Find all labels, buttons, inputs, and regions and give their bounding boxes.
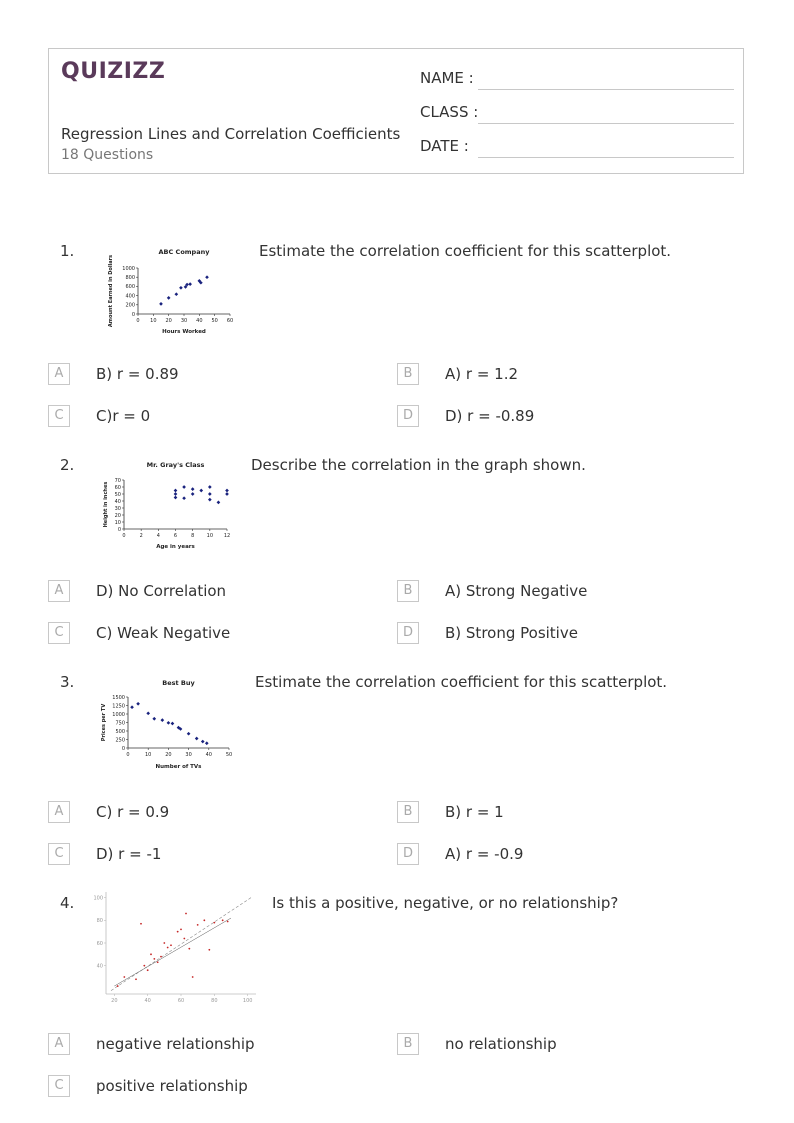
data-point [143, 965, 145, 967]
q4-option-a-box[interactable]: A [48, 1033, 70, 1055]
x-tick-label: 0 [136, 318, 140, 324]
scatter-chart-abc-company [96, 242, 246, 338]
q3-option-b-box[interactable]: B [397, 801, 419, 823]
question-4-chart [92, 886, 260, 1006]
data-point [171, 722, 175, 726]
q3-option-c-box[interactable]: C [48, 843, 70, 865]
q1-option-b-text[interactable]: A) r = 1.2 [445, 365, 519, 383]
y-tick-label: 200 [125, 302, 135, 309]
chart-title: Mr. Gray's Class [146, 461, 205, 469]
x-tick-label: 100 [242, 998, 253, 1002]
question-2-number: 2. [60, 456, 75, 474]
q2-option-a-box[interactable]: A [48, 580, 70, 602]
y-tick-label: 10 [114, 519, 121, 526]
data-point [163, 942, 165, 944]
data-point [213, 922, 215, 924]
date-label: DATE : [420, 137, 469, 155]
data-point [136, 702, 140, 706]
q2-option-b-text[interactable]: A) Strong Negative [445, 582, 588, 600]
worksheet-header [48, 48, 744, 174]
data-point [182, 496, 186, 500]
x-tick-label: 0 [122, 533, 126, 539]
data-point [150, 953, 152, 955]
data-point [117, 985, 119, 987]
question-2-text: Describe the correlation in the graph shown. [251, 456, 586, 474]
data-point [205, 275, 209, 279]
data-point [183, 938, 185, 940]
y-tick-label: 70 [114, 477, 121, 484]
y-tick-label: 40 [114, 498, 121, 505]
x-axis-label: Hours Worked [162, 329, 206, 335]
x-tick-label: 0 [126, 752, 130, 758]
date-field[interactable] [420, 137, 734, 159]
q1-option-a-text[interactable]: B) r = 0.89 [96, 365, 179, 383]
y-tick-label: 400 [125, 293, 135, 300]
data-point [153, 958, 155, 960]
y-tick-label: 60 [114, 484, 121, 491]
x-tick-label: 10 [206, 533, 214, 539]
data-point [180, 929, 182, 931]
data-point [157, 961, 159, 963]
q1-option-c-box[interactable]: C [48, 405, 70, 427]
data-point [195, 737, 199, 741]
x-tick-label: 40 [144, 998, 151, 1002]
question-1-text: Estimate the correlation coefficient for this scatterplot. [259, 242, 672, 260]
y-tick-label: 0 [131, 311, 135, 318]
question-4-number: 4. [60, 894, 75, 912]
question-count: 18 Questions [61, 147, 154, 163]
q2-option-d-box[interactable]: D [397, 622, 419, 644]
y-axis-label: Prices per TV [101, 703, 107, 742]
y-tick-label: 1250 [112, 703, 125, 710]
question-1-chart [96, 242, 246, 342]
y-axis-label: Amount Earned in Dollars [108, 254, 114, 328]
data-point [208, 492, 212, 496]
x-tick-label: 50 [211, 318, 218, 324]
y-tick-label: 60 [96, 940, 103, 947]
data-point [208, 485, 212, 489]
data-point [146, 711, 150, 715]
data-point [191, 492, 195, 496]
y-tick-label: 0 [117, 526, 121, 533]
x-tick-label: 40 [196, 318, 203, 324]
question-2-chart [96, 456, 238, 556]
x-tick-label: 10 [145, 752, 152, 758]
data-point [140, 923, 142, 925]
data-point [205, 741, 209, 745]
question-1-number: 1. [60, 242, 75, 260]
q2-option-b-box[interactable]: B [397, 580, 419, 602]
x-tick-label: 6 [173, 533, 178, 539]
y-tick-label: 30 [114, 505, 121, 512]
quizizz-logo: QUIZIZZ [61, 59, 166, 84]
date-line [478, 157, 734, 158]
q2-option-c-box[interactable]: C [48, 622, 70, 644]
q1-option-d-text[interactable]: D) r = -0.89 [445, 407, 535, 425]
data-point [147, 969, 149, 971]
x-tick-label: 2 [139, 533, 143, 539]
question-4-text: Is this a positive, negative, or no relationship? [272, 894, 619, 912]
trend-line-solid [114, 918, 231, 986]
data-point [161, 718, 165, 722]
y-tick-label: 1000 [112, 711, 125, 718]
worksheet-title: Regression Lines and Correlation Coefficients [61, 125, 401, 143]
chart-title: ABC Company [158, 248, 210, 256]
x-axis-label: Age in years [156, 544, 195, 550]
class-label: CLASS : [420, 103, 479, 121]
scatter-chart-relationship [92, 886, 260, 1002]
data-point [170, 944, 172, 946]
data-point [167, 296, 171, 300]
y-tick-label: 1000 [122, 265, 135, 272]
q4-option-c-box[interactable]: C [48, 1075, 70, 1097]
class-line [478, 123, 734, 124]
data-point [188, 282, 192, 286]
x-tick-label: 30 [180, 318, 188, 324]
y-tick-label: 0 [121, 745, 125, 752]
data-point [217, 501, 221, 505]
y-tick-label: 750 [115, 720, 125, 727]
q1-option-d-box[interactable]: D [397, 405, 419, 427]
x-axis-label: Number of TVs [155, 764, 202, 770]
data-point [208, 949, 210, 951]
y-tick-label: 1500 [112, 694, 125, 701]
q2-option-a-text[interactable]: D) No Correlation [96, 582, 227, 600]
trend-line-dashed [111, 898, 251, 991]
x-tick-label: 20 [111, 998, 118, 1002]
data-point [182, 485, 186, 489]
x-tick-label: 80 [211, 998, 218, 1002]
y-tick-label: 40 [96, 963, 103, 970]
y-tick-label: 800 [125, 275, 135, 281]
q2-option-c-text[interactable]: C) Weak Negative [96, 624, 231, 642]
data-point [227, 921, 229, 923]
data-point [177, 931, 179, 933]
x-tick-label: 20 [165, 318, 172, 324]
y-tick-label: 250 [115, 737, 125, 744]
y-tick-label: 100 [93, 895, 103, 902]
q1-option-c-text[interactable]: C)r = 0 [96, 407, 151, 425]
data-point [174, 496, 178, 500]
x-tick-label: 12 [223, 533, 231, 539]
y-tick-label: 20 [114, 512, 121, 519]
question-3-number: 3. [60, 673, 75, 691]
data-point [187, 732, 191, 736]
data-point [130, 705, 134, 709]
q3-option-c-text[interactable]: D) r = -1 [96, 845, 162, 863]
x-tick-label: 10 [150, 318, 157, 324]
q1-option-b-box[interactable]: B [397, 363, 419, 385]
q3-option-a-text[interactable]: C) r = 0.9 [96, 803, 170, 821]
data-point [174, 489, 178, 493]
question-3-chart [96, 673, 242, 777]
data-point [191, 487, 195, 491]
data-point [188, 948, 190, 950]
x-tick-label: 40 [205, 752, 212, 758]
data-point [201, 740, 205, 744]
data-point [185, 913, 187, 915]
name-field[interactable] [420, 69, 734, 91]
data-point [167, 947, 169, 949]
y-tick-label: 600 [125, 284, 135, 291]
x-tick-label: 60 [226, 318, 234, 324]
q4-option-b-text[interactable]: no relationship [445, 1035, 557, 1053]
x-tick-label: 60 [177, 998, 185, 1002]
x-tick-label: 20 [165, 752, 172, 758]
data-point [222, 919, 224, 921]
data-point [197, 924, 199, 926]
x-tick-label: 4 [156, 533, 160, 539]
data-point [208, 498, 212, 502]
data-point [179, 286, 183, 290]
x-tick-label: 50 [225, 752, 233, 758]
x-tick-label: 8 [191, 533, 195, 539]
y-tick-label: 500 [115, 728, 125, 735]
q4-option-c-text[interactable]: positive relationship [96, 1077, 248, 1095]
scatter-chart-best-buy [96, 673, 242, 773]
data-point [174, 492, 178, 496]
data-point [152, 717, 156, 721]
q3-option-b-text[interactable]: B) r = 1 [445, 803, 504, 821]
question-3-text: Estimate the correlation coefficient for this scatterplot. [255, 673, 668, 691]
data-point [192, 976, 194, 978]
q4-option-b-box[interactable]: B [397, 1033, 419, 1055]
q2-option-d-text[interactable]: B) Strong Positive [445, 624, 578, 642]
data-point [225, 492, 229, 496]
data-point [159, 302, 163, 306]
data-point [160, 956, 162, 958]
q3-option-d-text[interactable]: A) r = -0.9 [445, 845, 524, 863]
data-point [174, 292, 178, 296]
y-tick-label: 80 [96, 918, 103, 925]
y-axis-label: Height in inches [103, 481, 109, 528]
chart-title: Best Buy [162, 679, 195, 687]
name-label: NAME : [420, 69, 474, 87]
q4-option-a-text[interactable]: negative relationship [96, 1035, 255, 1053]
data-point [199, 489, 203, 493]
class-field[interactable] [420, 103, 734, 125]
name-line [478, 89, 734, 90]
x-tick-label: 30 [185, 752, 192, 758]
q1-option-a-box[interactable]: A [48, 363, 70, 385]
q3-option-d-box[interactable]: D [397, 843, 419, 865]
data-point [225, 489, 229, 493]
data-point [123, 976, 125, 978]
y-tick-label: 50 [114, 491, 121, 498]
scatter-chart-mr-grays-class [96, 456, 238, 552]
data-point [135, 978, 137, 980]
q3-option-a-box[interactable]: A [48, 801, 70, 823]
data-point [203, 919, 205, 921]
data-point [167, 721, 171, 725]
